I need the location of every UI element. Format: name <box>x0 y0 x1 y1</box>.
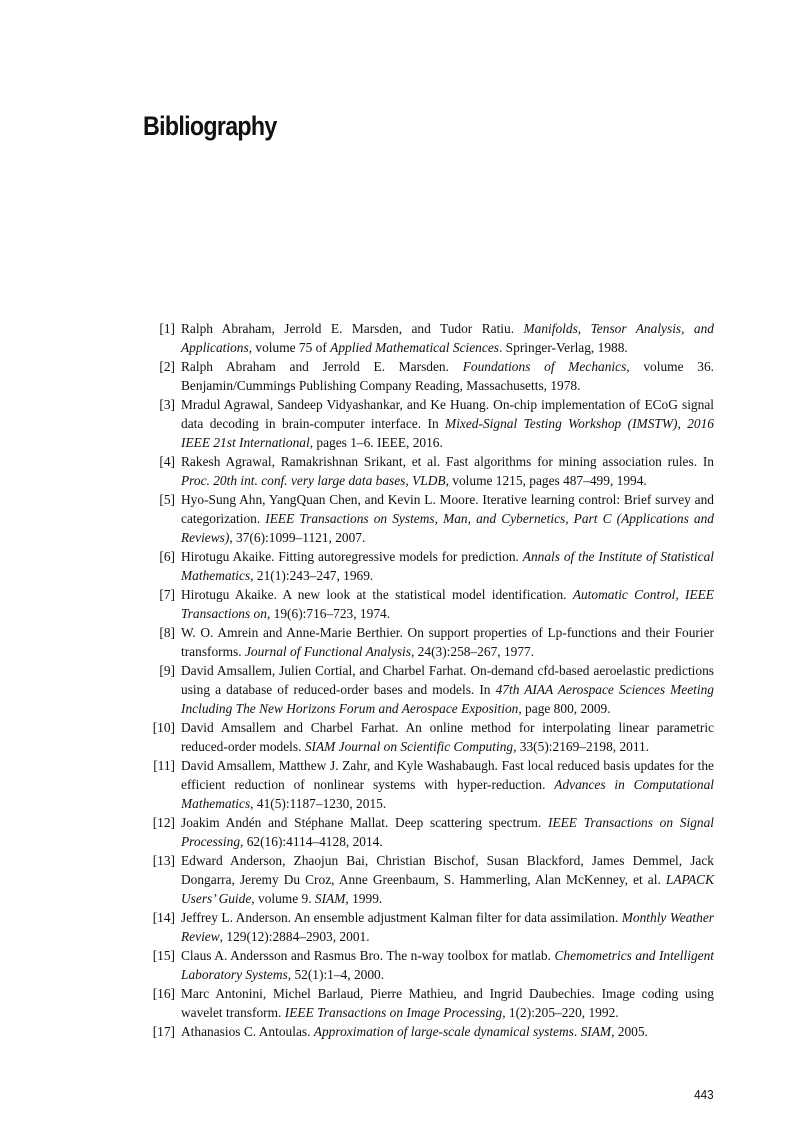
reference-text <box>181 321 714 355</box>
reference-segment: Hirotugu Akaike. A new look at the statistical model identification. <box>181 587 573 602</box>
reference-number: [12] <box>152 815 175 830</box>
reference-segment: , 1999. <box>345 891 383 906</box>
reference-text <box>181 815 714 849</box>
page-title: Bibliography <box>143 111 277 141</box>
reference-italic-segment: 47th AIAA Aerospace Sciences Meeting Including The New Horizons Forum and Aerospace Exposition <box>181 682 714 716</box>
reference-segment: , volume 36. Benjamin/Cummings Publishing Company Reading, Massachusetts, 1978. <box>181 359 714 393</box>
reference-segment: Ralph Abraham, Jerrold E. Marsden, and Tudor Ratiu. <box>181 321 524 336</box>
reference-text <box>181 758 714 811</box>
bibliography-entry <box>143 547 714 585</box>
bibliography-entry <box>143 984 714 1022</box>
reference-italic-segment: Monthly Weather Review <box>181 910 714 944</box>
reference-segment: Joakim Andén and Stéphane Mallat. Deep scattering spectrum. <box>181 815 548 830</box>
reference-italic-segment: Chemometrics and Intelligent Laboratory Systems <box>181 948 715 982</box>
reference-number: [3] <box>159 397 175 412</box>
reference-text <box>181 454 714 488</box>
reference-text <box>181 1024 648 1039</box>
reference-segment: Claus A. Andersson and Rasmus Bro. The n-way toolbox for matlab. <box>181 948 555 963</box>
reference-segment: , 19(6):716–723, 1974. <box>266 606 391 621</box>
bibliography-entry <box>143 661 714 718</box>
reference-italic-segment: IEEE Transactions on Image Processing <box>284 1005 503 1020</box>
bibliography-entry <box>143 1022 714 1041</box>
bibliography-entry <box>143 756 714 813</box>
reference-segment: , 52(1):1–4, 2000. <box>287 967 385 982</box>
reference-text <box>181 948 714 982</box>
reference-segment: , 2005. <box>611 1024 648 1039</box>
reference-number: [9] <box>159 663 175 678</box>
reference-segment: . Springer-Verlag, 1988. <box>498 340 628 355</box>
reference-segment: , 1(2):205–220, 1992. <box>502 1005 619 1020</box>
reference-number: [7] <box>159 587 175 602</box>
reference-segment: , volume 9. <box>251 891 315 906</box>
reference-segment: , pages 1–6. IEEE, 2016. <box>309 435 443 450</box>
reference-segment: , 33(5):2169–2198, 2011. <box>513 739 650 754</box>
reference-segment: Hirotugu Akaike. Fitting autoregressive models for prediction. <box>181 549 523 564</box>
reference-number: [16] <box>152 986 175 1001</box>
reference-text <box>181 397 714 450</box>
reference-segment: , volume 1215, pages 487–499, 1994. <box>445 473 647 488</box>
reference-italic-segment: IEEE Transactions on Systems, Man, and Cybernetics, Part C (Applications and Reviews) <box>181 511 714 545</box>
reference-segment: Marc Antonini, Michel Barlaud, Pierre Mathieu, and Ingrid Daubechies. Image coding using wavelet transform. <box>181 986 714 1020</box>
reference-text <box>181 986 714 1020</box>
reference-italic-segment: SIAM Journal on Scientific Computing <box>304 739 514 754</box>
reference-text <box>181 663 714 716</box>
reference-number: [13] <box>152 853 175 868</box>
reference-segment: , 129(12):2884–2903, 2001. <box>219 929 370 944</box>
bibliography-entry <box>143 395 714 452</box>
reference-segment: , 37(6):1099–1121, 2007. <box>229 530 366 545</box>
reference-number: [11] <box>153 758 175 773</box>
bibliography-entry <box>143 319 714 357</box>
reference-segment: Ralph Abraham and Jerrold E. Marsden. <box>181 359 463 374</box>
reference-italic-segment: Applied Mathematical Sciences <box>330 340 499 355</box>
reference-text <box>181 587 714 621</box>
reference-segment: . <box>573 1024 581 1039</box>
bibliography-list <box>143 319 714 1041</box>
reference-segment: , 21(1):243–247, 1969. <box>250 568 374 583</box>
reference-segment: Rakesh Agrawal, Ramakrishnan Srikant, et al. Fast algorithms for mining association rules. In <box>181 454 714 469</box>
reference-text <box>181 853 714 906</box>
reference-segment: , 62(16):4114–4128, 2014. <box>240 834 383 849</box>
reference-segment: , page 800, 2009. <box>518 701 611 716</box>
reference-number: [14] <box>152 910 175 925</box>
bibliography-entry <box>143 623 714 661</box>
bibliography-entry <box>143 718 714 756</box>
reference-segment: David Amsallem and Charbel Farhat. An online method for interpolating linear parametric reduced-order models. <box>181 720 714 754</box>
reference-number: [17] <box>152 1024 175 1039</box>
reference-italic-segment: Approximation of large-scale dynamical systems <box>313 1024 574 1039</box>
reference-number: [4] <box>159 454 175 469</box>
reference-text <box>181 492 714 545</box>
reference-italic-segment: Proc. 20th int. conf. very large data bases, VLDB <box>181 473 446 488</box>
reference-text <box>181 625 714 659</box>
reference-segment: David Amsallem, Julien Cortial, and Charbel Farhat. On-demand cfd-based aeroelastic predictions using a database of reduced-order bases and models. In <box>181 663 714 697</box>
reference-italic-segment: Advances in Computational Mathematics <box>181 777 714 811</box>
reference-segment: Edward Anderson, Zhaojun Bai, Christian Bischof, Susan Blackford, James Demmel, Jack Dongarra, Jeremy Du Croz, Anne Greenbaum, S. Hammerling, Alan McKenney, et al. <box>181 853 714 887</box>
bibliography-entry <box>143 357 714 395</box>
reference-number: [15] <box>152 948 175 963</box>
reference-italic-segment: IEEE Transactions on Signal Processing <box>181 815 714 849</box>
reference-segment: W. O. Amrein and Anne-Marie Berthier. On support properties of Lp-functions and their Fourier transforms. <box>181 625 714 659</box>
reference-number: [10] <box>152 720 175 735</box>
reference-italic-segment: Foundations of Mechanics <box>462 359 627 374</box>
reference-text <box>181 720 714 754</box>
bibliography-entry <box>143 813 714 851</box>
reference-segment: David Amsallem, Matthew J. Zahr, and Kyle Washabaugh. Fast local reduced basis updates for the efficient reduction of nonlinear systems with hyper-reduction. <box>181 758 714 792</box>
reference-text <box>181 359 714 393</box>
reference-italic-segment: Annals of the Institute of Statistical Mathematics <box>181 549 714 583</box>
reference-number: [8] <box>159 625 175 640</box>
reference-number: [2] <box>159 359 175 374</box>
reference-italic-segment: LAPACK Users’ Guide <box>181 872 714 906</box>
bibliography-entry <box>143 452 714 490</box>
bibliography-entry <box>143 946 714 984</box>
reference-italic-segment: Mixed-Signal Testing Workshop (IMSTW), 2016 IEEE 21st International <box>181 416 714 450</box>
reference-number: [5] <box>159 492 175 507</box>
reference-italic-segment: SIAM <box>580 1024 612 1039</box>
reference-segment: Hyo-Sung Ahn, YangQuan Chen, and Kevin L. Moore. Iterative learning control: Brief survey and categorization. <box>181 492 714 526</box>
page-number: 443 <box>694 1087 714 1102</box>
reference-number: [6] <box>159 549 175 564</box>
bibliography-entry <box>143 490 714 547</box>
reference-italic-segment: Journal of Functional Analysis <box>244 644 411 659</box>
reference-number: [1] <box>159 321 175 336</box>
bibliography-entry <box>143 908 714 946</box>
reference-segment: , volume 75 of <box>248 340 331 355</box>
reference-text <box>181 910 714 944</box>
reference-segment: Jeffrey L. Anderson. An ensemble adjustment Kalman filter for data assimilation. <box>181 910 622 925</box>
reference-italic-segment: SIAM <box>314 891 346 906</box>
reference-italic-segment: Manifolds, Tensor Analysis, and Applications <box>181 321 714 355</box>
reference-text <box>181 549 714 583</box>
bibliography-entry <box>143 851 714 908</box>
bibliography-entry <box>143 585 714 623</box>
reference-segment: , 41(5):1187–1230, 2015. <box>250 796 387 811</box>
reference-italic-segment: Automatic Control, IEEE Transactions on <box>181 587 714 621</box>
reference-segment: Athanasios C. Antoulas. <box>181 1024 314 1039</box>
reference-segment: , 24(3):258–267, 1977. <box>410 644 535 659</box>
reference-segment: Mradul Agrawal, Sandeep Vidyashankar, and Ke Huang. On-chip implementation of ECoG signal data decoding in brain-computer interface. In <box>181 397 714 431</box>
